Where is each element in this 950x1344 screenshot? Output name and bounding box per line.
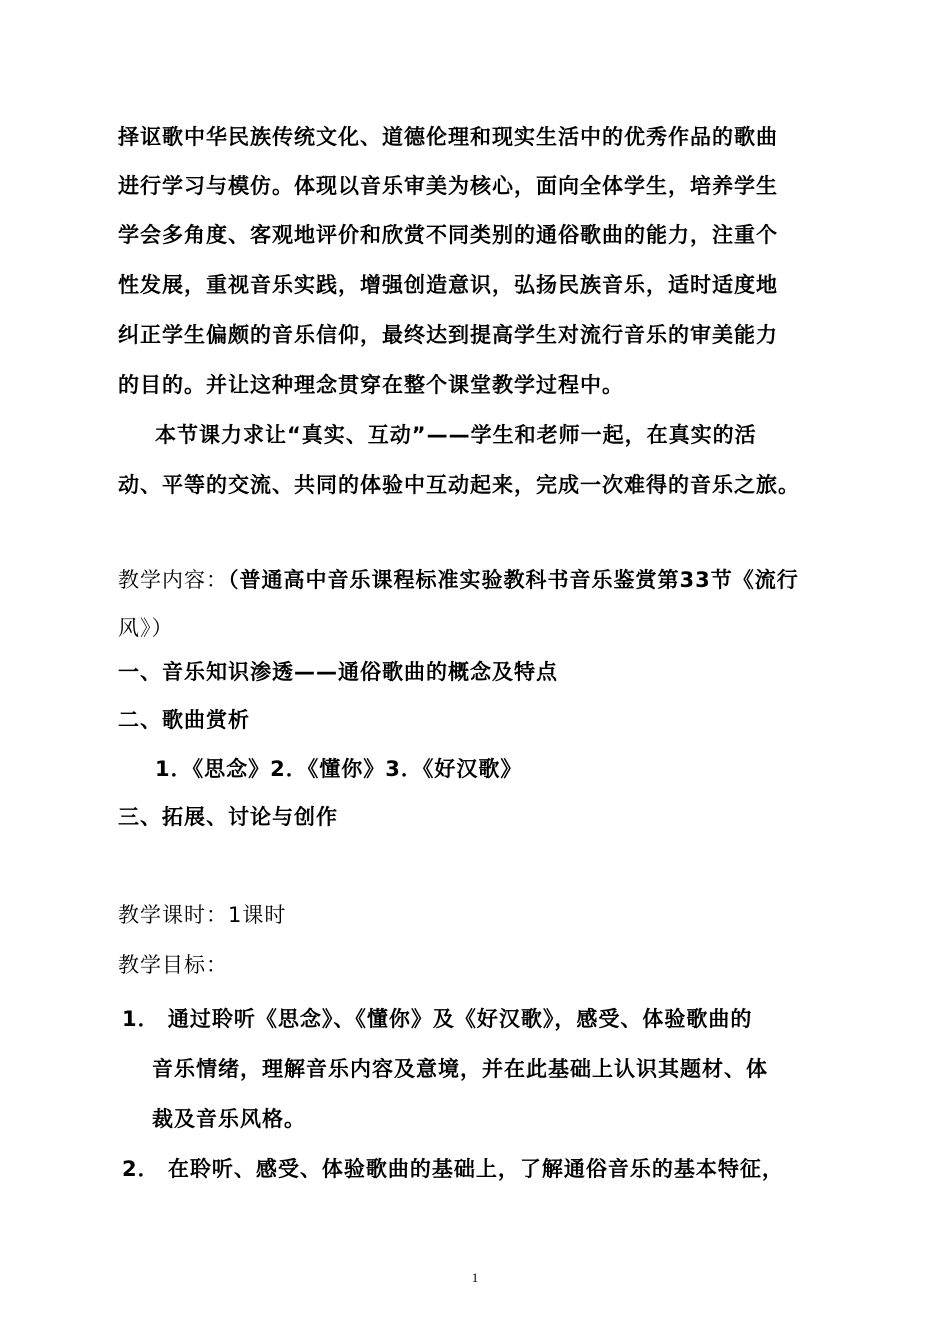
outline-song-list: 1．《思念》2．《懂你》3．《好汉歌》 (155, 757, 523, 781)
page-number: 1 (471, 1270, 479, 1285)
intro-line-4: 性发展，重视音乐实践，增强创造意识，弘扬民族音乐，适时适度地 (118, 273, 778, 297)
teaching-hours: 教学课时：1课时 (118, 903, 287, 927)
goal-1-line-2: 音乐情绪，理解音乐内容及意境，并在此基础上认识其题材、体 (152, 1057, 768, 1081)
intro-line-3: 学会多角度、客观地评价和欣赏不同类别的通俗歌曲的能力，注重个 (118, 223, 778, 247)
intro-line-2: 进行学习与模仿。体现以音乐审美为核心，面向全体学生，培养学生 (118, 174, 778, 198)
teaching-content-line-1 (118, 565, 799, 595)
outline-item-1: 一、音乐知识渗透——通俗歌曲的概念及特点 (118, 660, 558, 684)
teaching-content-label: 教学内容： (118, 568, 228, 592)
outline-item-3: 三、拓展、讨论与创作 (118, 805, 338, 829)
intro-line-5: 纠正学生偏颇的音乐信仰，最终达到提高学生对流行音乐的审美能力 (118, 323, 778, 347)
outline-item-2: 二、歌曲赏析 (118, 708, 250, 732)
teaching-goals-label: 教学目标： (118, 953, 228, 977)
goal-2-line-1: 2． 在聆听、感受、体验歌曲的基础上，了解通俗音乐的基本特征， (122, 1157, 784, 1181)
second-paragraph-line-1: 本节课力求让“真实、互动”——学生和老师一起，在真实的活 (155, 423, 757, 447)
second-paragraph-line-2: 动、平等的交流、共同的体验中互动起来，完成一次难得的音乐之旅。 (118, 473, 800, 497)
teaching-content-value: （普通高中音乐课程标准实验教科书音乐鉴赏第33节《流行 (228, 568, 799, 592)
goal-1-line-1: 1． 通过聆听《思念》、《懂你》及《好汉歌》，感受、体验歌曲的 (122, 1007, 753, 1031)
intro-line-1: 择讴歌中华民族传统文化、道德伦理和现实生活中的优秀作品的歌曲 (118, 125, 778, 149)
intro-line-6: 的目的。并让这种理念贯穿在整个课堂教学过程中。 (118, 373, 624, 397)
goal-1-line-3: 裁及音乐风格。 (152, 1107, 306, 1131)
teaching-content-line-2: 风》） (118, 616, 174, 640)
